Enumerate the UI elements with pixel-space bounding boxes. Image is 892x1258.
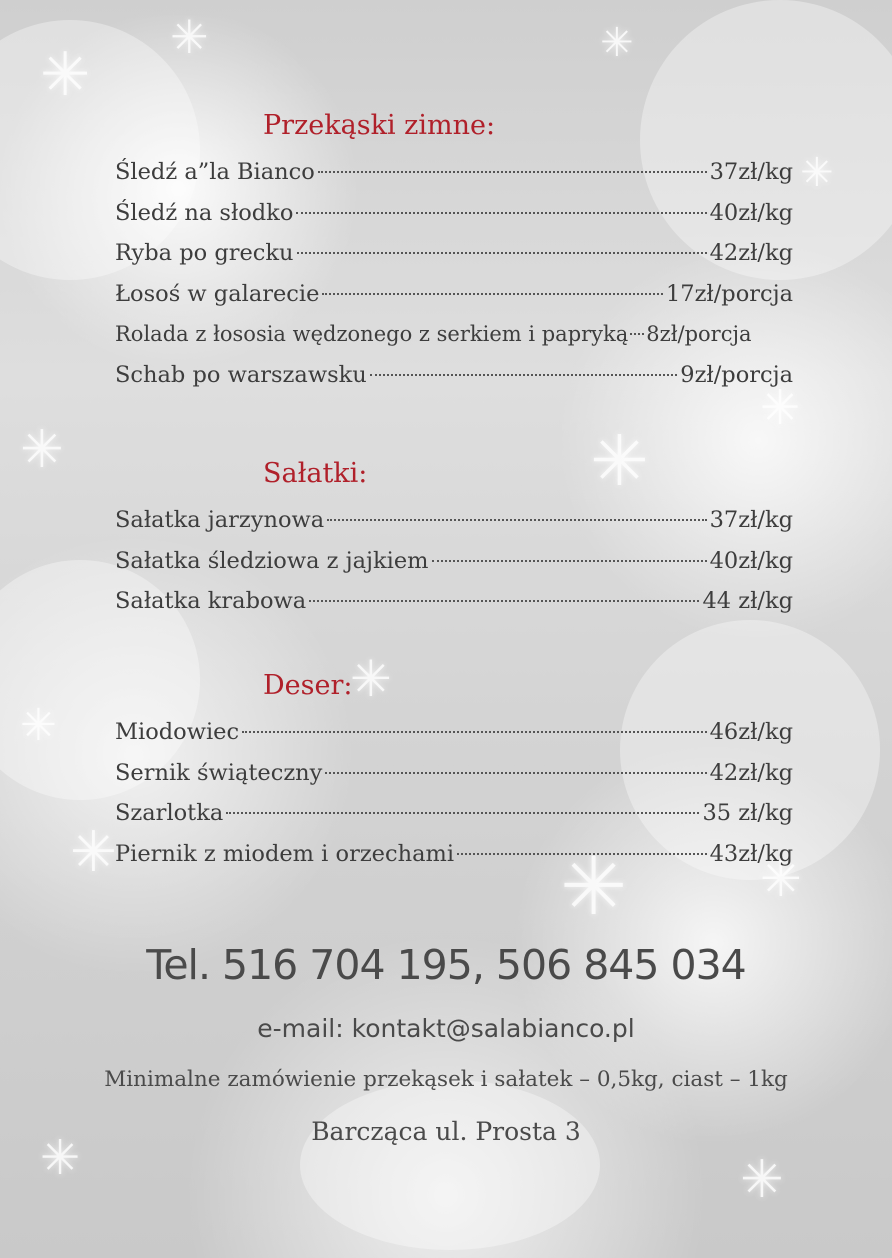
menu-item-price: 43zł/kg (709, 840, 793, 867)
dot-leader (322, 293, 663, 295)
snowflake-star-icon: ✳ (20, 420, 64, 480)
menu-item-price: 37zł/kg (709, 159, 793, 185)
snowflake-star-icon: ✳ (40, 40, 91, 110)
snowflake-star-icon: ✳ (760, 380, 801, 436)
phone-numbers: Tel. 516 704 195, 506 845 034 (146, 941, 746, 989)
menu-item-price: 8zł/porcja (646, 322, 752, 346)
menu-item (115, 152, 793, 193)
menu-item-name: Piernik z miodem i orzechami (115, 840, 455, 867)
dot-leader (309, 600, 699, 602)
menu-item-name: Schab po warszawsku (115, 361, 367, 388)
snowflake-star-icon: ✳ (560, 840, 628, 933)
menu-item-price: 9zł/porcja (680, 361, 793, 388)
menu-item-price: 44 zł/kg (702, 588, 793, 614)
menu-item-price: 35 zł/kg (702, 800, 793, 826)
minimal-order-note: Minimalne zamówienie przekąsek i sałatek – 0,5kg, ciast – 1kg (104, 1067, 788, 1092)
menu-section-cold-appetizers (115, 108, 793, 395)
menu-item-name: Miodowiec (115, 719, 240, 745)
dot-leader (318, 171, 707, 173)
menu-item-price: 17zł/porcja (665, 280, 793, 307)
menu-item-name: Sałatka krabowa (115, 588, 307, 614)
dot-leader (296, 212, 706, 214)
menu-item-price: 46zł/kg (709, 719, 793, 745)
menu-item-price: 37zł/kg (709, 507, 793, 533)
dot-leader (370, 374, 677, 376)
snowflake-star-icon: ✳ (590, 420, 649, 502)
menu-item-name: Śledź a”la Bianco (115, 159, 315, 185)
dot-leader (457, 853, 707, 855)
menu-item-name: Sałatka jarzynowa (115, 507, 325, 533)
menu-item-name: Szarlotka (115, 800, 224, 826)
menu-item (115, 314, 793, 355)
section-title: Przekąski zimne: (263, 110, 496, 141)
menu-item-name: Śledź na słodko (115, 199, 294, 226)
menu-item-name: Sernik świąteczny (115, 759, 323, 786)
dot-leader (242, 731, 706, 733)
snowflake-star-icon: ✳ (600, 20, 634, 66)
snowflake-star-icon: ✳ (40, 1130, 81, 1186)
menu-item (115, 500, 793, 541)
menu-section-salads (115, 456, 793, 622)
menu-item (115, 834, 793, 875)
menu-item (115, 541, 793, 582)
email-address: e-mail: kontakt@salabianco.pl (257, 1014, 635, 1043)
menu-item-price: 40zł/kg (709, 199, 793, 226)
section-title: Deser: (263, 670, 353, 701)
dot-leader (226, 812, 699, 814)
address: Barcząca ul. Prosta 3 (311, 1117, 581, 1146)
menu-item (115, 753, 793, 794)
menu-item-name: Ryba po grecku (115, 240, 294, 266)
dot-leader (630, 333, 644, 335)
menu-item (115, 274, 793, 315)
menu-item-name: Łosoś w galarecie (115, 280, 320, 307)
snowflake-star-icon: ✳ (800, 150, 834, 196)
snowflake-star-icon: ✳ (760, 850, 802, 908)
menu-item (115, 193, 793, 234)
snowflake-star-icon: ✳ (70, 820, 117, 885)
menu-item (115, 233, 793, 274)
menu-item (115, 712, 793, 753)
menu-item-name: Rolada z łososia wędzonego z serkiem i papryką (115, 322, 629, 346)
menu-item (115, 793, 793, 834)
dot-leader (297, 252, 707, 254)
bokeh-decoration (300, 1080, 600, 1250)
menu-section-desserts (115, 668, 793, 874)
snowflake-star-icon: ✳ (740, 1150, 784, 1210)
section-title: Sałatki: (263, 458, 368, 489)
dot-leader (327, 519, 706, 521)
menu-item-price: 42zł/kg (709, 240, 793, 266)
snowflake-star-icon: ✳ (170, 10, 209, 64)
snowflake-star-icon: ✳ (20, 700, 57, 751)
menu-item (115, 581, 793, 622)
menu-item-name: Sałatka śledziowa z jajkiem (115, 547, 429, 574)
dot-leader (432, 560, 707, 562)
menu-item (115, 355, 793, 396)
menu-item-price: 42zł/kg (709, 759, 793, 786)
snowflake-star-icon: ✳ (350, 650, 392, 708)
dot-leader (325, 772, 706, 774)
menu-item-price: 40zł/kg (709, 547, 793, 574)
